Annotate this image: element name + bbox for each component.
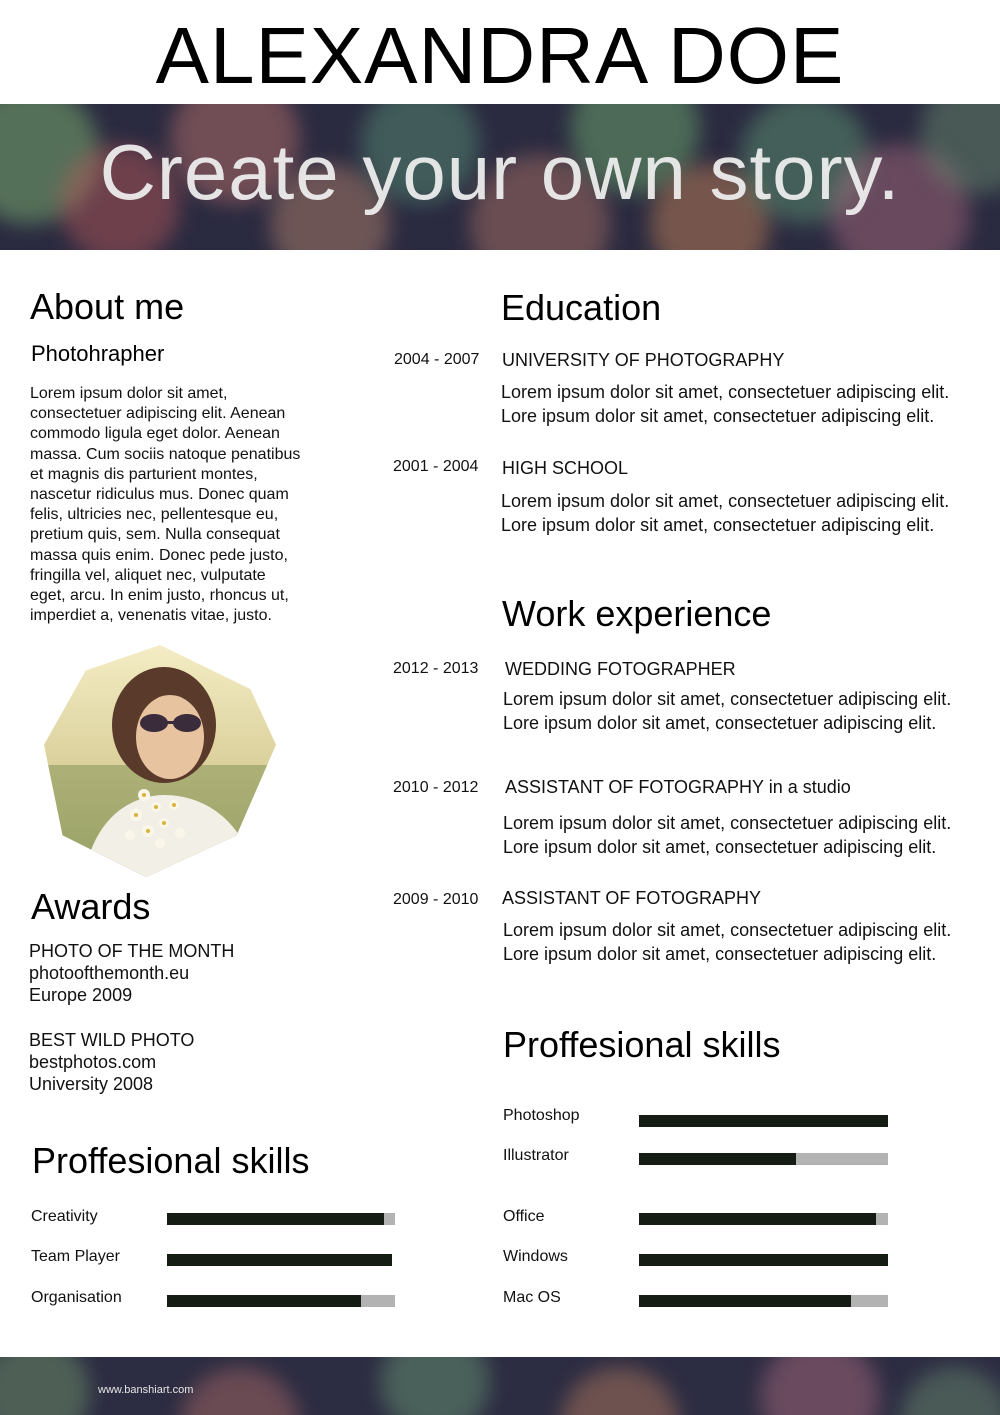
about-line: imperdiet a, venenatis vitae, justo. — [30, 607, 272, 625]
about-line: nascetur ridiculus mus. Donec quam — [30, 486, 289, 504]
work-years: 2012 - 2013 — [393, 660, 479, 677]
skill-label: Mac OS — [503, 1289, 561, 1306]
about-text — [30, 384, 300, 626]
about-line: consectetuer adipiscing elit. Aenean — [30, 405, 286, 423]
footer-url[interactable]: www.banshiart.com — [98, 1384, 194, 1396]
work-desc: Lore ipsum dolor sit amet, consectetuer adipiscing elit. — [503, 944, 937, 964]
skill-bar-fill — [639, 1295, 851, 1307]
work-title: ASSISTANT OF FOTOGRAPHY — [502, 888, 762, 908]
work-desc: Lorem ipsum dolor sit amet, consectetuer adipiscing elit. — [503, 813, 952, 833]
skill-bar-fill — [167, 1213, 384, 1225]
profile-photo — [44, 645, 276, 877]
skill-bar-fill — [639, 1115, 888, 1127]
about-line: pretium quis, sem. Nulla consequat — [30, 526, 280, 544]
awards-heading: Awards — [31, 886, 151, 927]
skill-bar — [639, 1254, 888, 1266]
work-desc: Lore ipsum dolor sit amet, consectetuer adipiscing elit. — [503, 713, 937, 733]
work-title: WEDDING FOTOGRAPHER — [505, 659, 736, 679]
skill-label: Creativity — [31, 1208, 98, 1225]
about-line: et magnis dis parturient montes, — [30, 465, 258, 483]
skill-label: Photoshop — [503, 1107, 580, 1124]
award-site: bestphotos.com — [29, 1052, 157, 1072]
skill-bar — [167, 1254, 392, 1266]
education-title: UNIVERSITY OF PHOTOGRAPHY — [502, 350, 785, 370]
skill-label: Organisation — [31, 1289, 122, 1306]
skill-bar — [639, 1153, 888, 1165]
award-detail: Europe 2009 — [29, 985, 133, 1005]
education-desc: Lorem ipsum dolor sit amet, consectetuer adipiscing elit. — [501, 491, 950, 511]
about-line: fringilla vel, aliquet nec, vulputate — [30, 566, 266, 584]
skill-bar — [639, 1295, 888, 1307]
work-desc: Lorem ipsum dolor sit amet, consectetuer adipiscing elit. — [503, 689, 952, 709]
education-desc: Lore ipsum dolor sit amet, consectetuer adipiscing elit. — [501, 406, 935, 426]
skill-bar — [639, 1115, 888, 1127]
tagline: Create your own story. — [99, 128, 901, 216]
skill-bar — [167, 1213, 395, 1225]
education-desc: Lorem ipsum dolor sit amet, consectetuer adipiscing elit. — [501, 382, 950, 402]
soft-skills-heading: Proffesional skills — [32, 1140, 310, 1181]
education-years: 2004 - 2007 — [394, 351, 480, 368]
work-desc: Lorem ipsum dolor sit amet, consectetuer adipiscing elit. — [503, 920, 952, 940]
skill-bar-fill — [167, 1295, 361, 1307]
about-line: massa. Cum sociis natoque penatibus — [30, 445, 301, 463]
about-line: massa quis enim. Donec pede justo, — [30, 546, 288, 564]
skill-bar — [167, 1295, 395, 1307]
skill-label: Team Player — [31, 1248, 120, 1265]
skill-bar — [639, 1213, 888, 1225]
award-detail: University 2008 — [29, 1074, 154, 1094]
about-heading: About me — [30, 286, 185, 327]
about-subtitle: Photohrapher — [31, 341, 165, 366]
about-line: eget, arcu. In enim justo, rhoncus ut, — [30, 587, 289, 605]
work-desc: Lore ipsum dolor sit amet, consectetuer adipiscing elit. — [503, 837, 937, 857]
education-heading: Education — [501, 287, 662, 328]
work-title: ASSISTANT OF FOTOGRAPHY in a studio — [505, 777, 851, 797]
education-desc: Lore ipsum dolor sit amet, consectetuer adipiscing elit. — [501, 515, 935, 535]
work-heading: Work experience — [502, 593, 772, 634]
resume-name: ALEXANDRA DOE — [155, 11, 845, 100]
about-line: Lorem ipsum dolor sit amet, — [30, 385, 228, 402]
skill-label: Windows — [503, 1248, 568, 1265]
skill-label: Office — [503, 1208, 545, 1225]
skill-label: Illustrator — [503, 1147, 569, 1164]
education-title: HIGH SCHOOL — [502, 458, 629, 478]
skill-bar-fill — [167, 1254, 392, 1266]
skill-bar-fill — [639, 1213, 876, 1225]
tech-skills-heading: Proffesional skills — [503, 1024, 781, 1065]
award-title: BEST WILD PHOTO — [29, 1030, 195, 1050]
skill-bar-fill — [639, 1153, 796, 1165]
award-site: photoofthemonth.eu — [29, 963, 190, 983]
work-years: 2009 - 2010 — [393, 891, 479, 908]
skill-bar-fill — [639, 1254, 888, 1266]
award-title: PHOTO OF THE MONTH — [29, 941, 235, 961]
education-years: 2001 - 2004 — [393, 458, 479, 475]
about-line: commodo ligula eget dolor. Aenean — [30, 425, 280, 443]
work-years: 2010 - 2012 — [393, 779, 479, 796]
about-line: felis, ultricies nec, pellentesque eu, — [30, 506, 279, 524]
